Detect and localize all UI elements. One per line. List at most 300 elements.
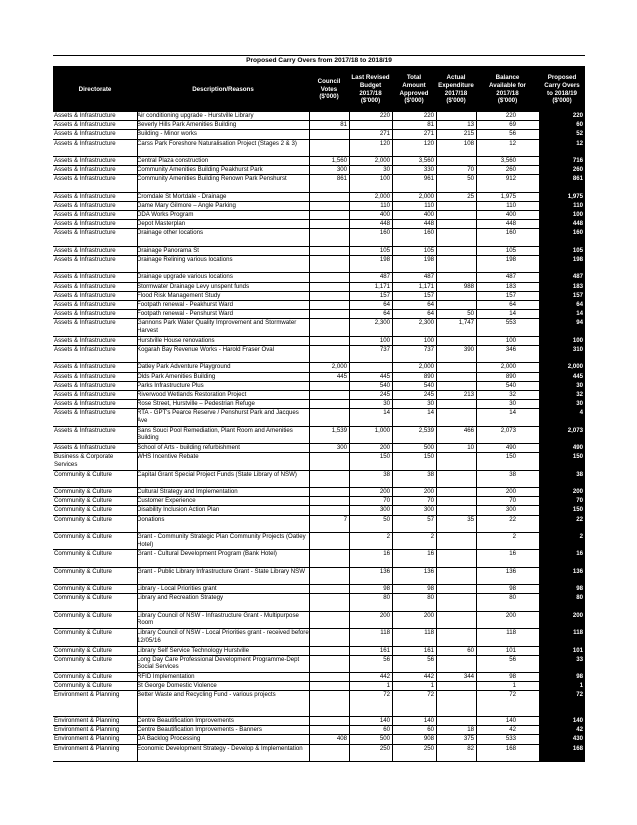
description-cell: Drainage Panorama St	[137, 246, 199, 254]
table-row	[53, 444, 585, 453]
balance-cell: 136	[505, 567, 516, 575]
balance-cell: 400	[505, 211, 516, 219]
total-approved-cell: 890	[423, 372, 434, 380]
table-row	[53, 166, 585, 175]
actual-expenditure-cell: 60	[467, 646, 474, 654]
column-divider	[392, 112, 393, 762]
actual-expenditure-cell: 13	[467, 121, 474, 129]
total-approved-cell: 14	[427, 409, 434, 417]
directorate-cell: Assets & Infrastructure	[54, 112, 116, 119]
proposed-carry-over-cell: 22	[576, 515, 583, 523]
total-approved-cell: 442	[423, 673, 434, 681]
directorate-cell: Assets & Infrastructure	[54, 363, 116, 371]
table-row	[53, 497, 585, 506]
revised-budget-cell: 60	[383, 726, 390, 734]
table-row	[53, 400, 585, 409]
description-cell: Long Day Care Professional Development Programme-Dept Social Services	[137, 655, 300, 671]
balance-cell: 2,000	[500, 363, 516, 371]
actual-expenditure-cell: 18	[467, 726, 474, 734]
directorate-cell: Environment & Planning	[54, 717, 120, 725]
total-approved-cell: 400	[423, 211, 434, 219]
council-votes-cell: 861	[336, 175, 347, 183]
proposed-carry-over-cell: 14	[576, 310, 583, 318]
revised-budget-cell: 1	[386, 682, 390, 690]
description-cell: Cultural Strategy and Implementation	[137, 488, 238, 496]
directorate-cell: Community & Culture	[54, 506, 112, 514]
table-row	[53, 409, 585, 426]
total-approved-cell: 150	[423, 453, 434, 461]
directorate-cell: Community & Culture	[54, 515, 112, 523]
proposed-carry-over-cell: 140	[572, 717, 583, 725]
revised-budget-cell: 448	[379, 220, 390, 228]
revised-budget-cell: 110	[380, 201, 390, 209]
total-approved-cell: 80	[427, 594, 434, 602]
balance-cell: 69	[509, 121, 516, 129]
balance-cell: 12	[509, 139, 516, 147]
directorate-cell: Assets & Infrastructure	[54, 372, 116, 380]
proposed-carry-over-cell: 445	[572, 372, 583, 380]
revised-budget-cell: 161	[379, 646, 390, 654]
total-approved-cell: 161	[423, 646, 434, 654]
description-cell: Depot Masterplan	[137, 220, 186, 228]
column-divider	[476, 112, 477, 762]
total-approved-cell: 60	[427, 726, 434, 734]
description-cell: Library Self Service Technology Hurstville	[137, 646, 249, 654]
table-row	[53, 202, 585, 211]
description-cell: Economic Development Strategy - Develop & Implementation	[137, 744, 303, 752]
table-row	[53, 656, 585, 673]
directorate-cell: Environment & Planning	[54, 735, 120, 743]
description-cell: Cromdale St Mortdale - Drainage	[137, 192, 227, 200]
actual-expenditure-cell: 50	[467, 310, 474, 318]
description-cell: RFID Implementation	[137, 673, 195, 681]
proposed-carry-over-cell: 487	[572, 273, 583, 281]
description-cell: Stormwater Drainage Levy unspent funds	[137, 282, 250, 290]
description-cell: Beverly Hills Park Amenities Building	[137, 121, 237, 129]
column-divider	[436, 112, 437, 762]
table-row	[53, 211, 585, 220]
description-cell: Oatley Park Adventure Playground	[137, 363, 231, 371]
header-actual-expenditure: Actual Expenditure 2017/18 ($'000)	[438, 74, 474, 105]
directorate-cell: Assets & Infrastructure	[54, 273, 116, 281]
description-cell: Drainage other locations	[137, 229, 204, 237]
actual-expenditure-cell: 375	[463, 735, 474, 743]
revised-budget-cell: 56	[383, 655, 390, 663]
table-row	[53, 691, 585, 717]
total-approved-cell: 2,539	[418, 426, 434, 434]
description-cell: DDA Works Program	[137, 211, 194, 219]
revised-budget-cell: 198	[379, 256, 390, 264]
table-row	[53, 488, 585, 497]
table-row	[53, 745, 585, 762]
proposed-carry-over-cell: 98	[576, 585, 583, 593]
balance-cell: 118	[506, 629, 516, 637]
total-approved-cell: 540	[423, 381, 434, 389]
description-cell: Community Amenities Building Renown Park Penshurst	[137, 175, 287, 183]
balance-cell: 912	[505, 175, 516, 183]
balance-cell: 30	[509, 400, 516, 408]
table-row	[53, 453, 585, 470]
balance-cell: 38	[509, 470, 516, 478]
actual-expenditure-cell: 70	[467, 166, 474, 174]
directorate-cell: Community & Culture	[54, 646, 112, 654]
table-row	[53, 471, 585, 488]
description-cell: Library Council of NSW - Local Priorities grant - received before 12/05/16	[137, 629, 309, 644]
revised-budget-cell: 150	[379, 453, 390, 461]
proposed-carry-over-cell: 101	[572, 646, 583, 654]
description-cell: Centre Beautification Improvements	[137, 717, 234, 725]
proposed-carry-over-cell: 12	[576, 139, 583, 147]
table-row	[53, 346, 585, 363]
table-row	[53, 310, 585, 319]
actual-expenditure-cell: 25	[467, 192, 474, 200]
actual-expenditure-cell: 1,747	[458, 319, 474, 327]
council-votes-cell: 7	[343, 515, 347, 523]
directorate-cell: Community & Culture	[54, 532, 112, 540]
total-approved-cell: 487	[423, 273, 434, 281]
revised-budget-cell: 200	[379, 444, 390, 452]
revised-budget-cell: 16	[383, 550, 390, 558]
column-divider	[137, 112, 138, 762]
total-approved-cell: 105	[423, 246, 434, 254]
actual-expenditure-cell: 988	[463, 282, 474, 290]
revised-budget-cell: 80	[383, 594, 390, 602]
table-row	[53, 682, 585, 691]
revised-budget-cell: 400	[379, 211, 390, 219]
proposed-carry-over-cell: 150	[572, 453, 583, 461]
directorate-cell: Assets & Infrastructure	[54, 291, 116, 299]
description-cell: DA Backlog Processing	[137, 735, 201, 743]
balance-cell: 160	[505, 229, 516, 237]
proposed-carry-over-cell: 52	[576, 130, 583, 138]
revised-budget-cell: 300	[379, 506, 390, 514]
balance-cell: 70	[509, 497, 516, 505]
revised-budget-cell: 30	[383, 166, 390, 174]
proposed-carry-over-cell: 70	[576, 497, 583, 505]
balance-cell: 220	[505, 112, 516, 119]
proposed-carry-over-cell: 716	[572, 156, 583, 164]
directorate-cell: Community & Culture	[54, 567, 112, 575]
description-cell: Footpath renewal - Penshurst Ward	[137, 310, 233, 318]
description-cell: Footpath renewal - Peakhurst Ward	[137, 301, 233, 308]
description-cell: Donations	[137, 515, 165, 523]
table-row	[53, 427, 585, 444]
description-cell: Drainage upgrade various locations	[137, 273, 233, 281]
description-cell: Capital Grant Special Project Funds (State Library of NSW)	[137, 470, 297, 478]
total-approved-cell: 2,300	[418, 319, 434, 327]
total-approved-cell: 64	[427, 301, 434, 308]
directorate-cell: Assets & Infrastructure	[54, 301, 116, 308]
balance-cell: 22	[509, 515, 516, 523]
revised-budget-cell: 118	[380, 629, 390, 637]
directorate-cell: Community & Culture	[54, 673, 112, 681]
revised-budget-cell: 98	[383, 585, 390, 593]
total-approved-cell: 2	[430, 532, 434, 540]
table-row	[53, 247, 585, 256]
table-row	[53, 533, 585, 550]
total-approved-cell: 250	[423, 744, 434, 752]
total-approved-cell: 64	[427, 310, 434, 318]
proposed-carry-over-cell: 2,000	[567, 363, 583, 371]
balance-cell: 105	[505, 246, 516, 254]
directorate-cell: Assets & Infrastructure	[54, 426, 116, 434]
council-votes-cell: 1,560	[331, 156, 347, 164]
description-cell: Rose Street, Hurstville – Pedestrian Refuge	[137, 400, 255, 408]
council-votes-cell: 300	[336, 166, 347, 174]
revised-budget-cell: 245	[379, 390, 390, 398]
revised-budget-cell: 105	[379, 246, 390, 254]
total-approved-cell: 1,171	[418, 282, 434, 290]
header-council-votes: Council Votes ($'000)	[317, 78, 341, 101]
directorate-cell: Assets & Infrastructure	[54, 139, 116, 147]
proposed-carry-over-cell: 168	[572, 744, 583, 752]
description-cell: Customer Experience	[137, 497, 196, 505]
table-row	[53, 193, 585, 202]
balance-cell: 260	[505, 166, 516, 174]
revised-budget-cell: 160	[379, 229, 390, 237]
proposed-carry-over-cell: 80	[576, 594, 583, 602]
directorate-cell: Environment & Planning	[54, 726, 120, 734]
proposed-carry-over-cell: 136	[572, 567, 583, 575]
table-row	[53, 506, 585, 515]
description-cell: Parks Infrastructure Plus	[137, 381, 204, 389]
revised-budget-cell: 2,300	[374, 319, 390, 327]
directorate-cell: Assets & Infrastructure	[54, 319, 116, 327]
table-row	[53, 673, 585, 682]
description-cell: Riverwood Wetlands Restoration Project	[137, 390, 247, 398]
balance-cell: 200	[505, 488, 516, 496]
balance-cell: 1,975	[500, 192, 516, 200]
proposed-carry-over-cell: 110	[573, 201, 583, 209]
actual-expenditure-cell: 344	[463, 673, 474, 681]
directorate-cell: Community & Culture	[54, 629, 112, 637]
balance-cell: 56	[509, 655, 516, 663]
table-row	[53, 292, 585, 301]
table-title: Proposed Carry Overs from 2017/18 to 2018/19	[53, 55, 585, 67]
proposed-carry-over-cell: 32	[576, 390, 583, 398]
actual-expenditure-cell: 82	[467, 744, 474, 752]
directorate-cell: Assets & Infrastructure	[54, 211, 116, 219]
revised-budget-cell: 271	[379, 130, 390, 138]
total-approved-cell: 200	[423, 611, 434, 619]
balance-cell: 64	[509, 301, 516, 308]
total-approved-cell: 200	[423, 488, 434, 496]
proposed-carry-over-cell: 64	[576, 301, 583, 308]
description-cell: Library - Local Priorities grant	[137, 585, 217, 593]
description-cell: Air conditioning upgrade - Hurstville Library	[137, 112, 254, 119]
description-cell: Library Council of NSW - Infrastructure Grant - Multipurpose Room	[137, 611, 299, 627]
revised-budget-cell: 120	[379, 139, 390, 147]
table-row	[53, 391, 585, 400]
proposed-carry-over-cell: 72	[576, 691, 583, 699]
revised-budget-cell: 64	[383, 310, 390, 318]
table-row	[53, 585, 585, 594]
balance-cell: 200	[505, 611, 516, 619]
column-divider	[309, 112, 310, 762]
revised-budget-cell: 38	[383, 470, 390, 478]
directorate-cell: Assets & Infrastructure	[54, 390, 116, 398]
revised-budget-cell: 200	[379, 611, 390, 619]
total-approved-cell: 81	[427, 121, 434, 129]
proposed-carry-over-cell: 33	[576, 655, 583, 663]
balance-cell: 533	[505, 735, 516, 743]
total-approved-cell: 737	[423, 345, 434, 353]
total-approved-cell: 961	[423, 175, 434, 183]
directorate-cell: Assets & Infrastructure	[54, 381, 116, 389]
table-row	[53, 363, 585, 372]
total-approved-cell: 2,000	[418, 363, 434, 371]
proposed-carry-over-cell: 118	[573, 629, 583, 637]
column-divider	[349, 112, 350, 762]
balance-cell: 890	[505, 372, 516, 380]
proposed-carry-over-cell: 38	[576, 470, 583, 478]
directorate-cell: Assets & Infrastructure	[54, 246, 116, 254]
balance-cell: 2,073	[500, 426, 516, 434]
balance-cell: 80	[509, 594, 516, 602]
revised-budget-cell: 445	[379, 372, 390, 380]
table-row	[53, 256, 585, 273]
total-approved-cell: 140	[423, 717, 434, 725]
directorate-cell: Assets & Infrastructure	[54, 192, 116, 200]
directorate-cell: Community & Culture	[54, 497, 112, 505]
balance-cell: 98	[509, 673, 516, 681]
balance-cell: 140	[505, 717, 516, 725]
total-approved-cell: 56	[427, 655, 434, 663]
balance-cell: 168	[505, 744, 516, 752]
directorate-cell: Assets & Infrastructure	[54, 156, 116, 164]
description-cell: Community Amenities Building Peakhurst Park	[137, 166, 263, 174]
total-approved-cell: 118	[424, 629, 434, 637]
table-row	[53, 229, 585, 246]
table-row	[53, 717, 585, 726]
council-votes-cell: 1,539	[331, 426, 347, 434]
table-row	[53, 130, 585, 139]
header-balance: Balance Available for 2017/18 ($'000)	[489, 74, 526, 105]
table-row	[53, 735, 585, 744]
table-row	[53, 140, 585, 157]
balance-cell: 198	[505, 256, 516, 264]
total-approved-cell: 72	[427, 691, 434, 699]
balance-cell: 14	[509, 409, 516, 417]
balance-cell: 101	[505, 646, 516, 654]
proposed-carry-over-cell: 198	[572, 256, 583, 264]
table-row	[53, 112, 585, 121]
balance-cell: 540	[505, 381, 516, 389]
proposed-carry-over-cell: 200	[572, 488, 583, 496]
revised-budget-cell: 140	[379, 717, 390, 725]
total-approved-cell: 198	[423, 256, 434, 264]
actual-expenditure-cell: 10	[467, 444, 474, 452]
proposed-carry-over-cell: 4	[579, 409, 583, 417]
directorate-cell: Assets & Infrastructure	[54, 400, 116, 408]
balance-cell: 2	[512, 532, 516, 540]
balance-cell: 487	[505, 273, 516, 281]
proposed-carry-over-cell: 2,073	[567, 426, 583, 434]
description-cell: Carss Park Foreshore Naturalisation Project (Stages 2 & 3)	[137, 139, 297, 147]
directorate-cell: Community & Culture	[54, 682, 112, 690]
table-row	[53, 157, 585, 166]
directorate-cell: Environment & Planning	[54, 691, 120, 699]
revised-budget-cell: 200	[379, 488, 390, 496]
revised-budget-cell: 100	[379, 175, 390, 183]
revised-budget-cell: 72	[383, 691, 390, 699]
proposed-carry-over-cell: 200	[572, 611, 583, 619]
directorate-cell: Assets & Infrastructure	[54, 345, 116, 353]
balance-cell: 110	[506, 201, 516, 209]
directorate-cell: Assets & Infrastructure	[54, 409, 116, 417]
table-row	[53, 612, 585, 629]
table-header	[53, 67, 585, 112]
description-cell: Grant - Community Strategic Plan Community Projects (Oatley Hotel)	[137, 532, 306, 548]
proposed-carry-over-cell: 100	[572, 336, 583, 344]
proposed-carry-over-cell: 30	[576, 400, 583, 408]
total-approved-cell: 110	[424, 201, 434, 209]
proposed-carry-over-cell: 220	[572, 112, 583, 119]
revised-budget-cell: 220	[379, 112, 390, 119]
revised-budget-cell: 136	[379, 567, 390, 575]
balance-cell: 72	[509, 691, 516, 699]
table-row	[53, 283, 585, 292]
council-votes-cell: 408	[336, 735, 347, 743]
description-cell: Drainage Relining various locations	[137, 256, 233, 264]
description-cell: Building - Minor works	[137, 130, 197, 138]
actual-expenditure-cell: 213	[463, 390, 474, 398]
actual-expenditure-cell: 215	[463, 130, 474, 138]
balance-cell: 100	[505, 336, 516, 344]
total-approved-cell: 57	[427, 515, 434, 523]
balance-cell: 300	[505, 506, 516, 514]
proposed-carry-over-cell: 100	[572, 211, 583, 219]
description-cell: Library and Recreation Strategy	[137, 594, 224, 602]
directorate-cell: Assets & Infrastructure	[54, 229, 116, 237]
total-approved-cell: 98	[427, 585, 434, 593]
revised-budget-cell: 540	[379, 381, 390, 389]
revised-budget-cell: 2,000	[374, 156, 390, 164]
proposed-carry-over-cell: 430	[572, 735, 583, 743]
table-body	[53, 112, 585, 762]
proposed-carry-over-cell: 42	[576, 726, 583, 734]
description-cell: RTA - GPT's Pearce Reserve / Penshurst Park and Jacques Ave	[137, 409, 299, 424]
balance-cell: 3,560	[500, 156, 516, 164]
proposed-carry-over-cell: 94	[576, 319, 583, 327]
proposed-carry-over-cell: 105	[572, 246, 583, 254]
description-cell: Kogarah Bay Revenue Works - Harold Fraser Oval	[137, 345, 275, 353]
table-row	[53, 121, 585, 130]
table-row	[53, 516, 585, 533]
directorate-cell: Assets & Infrastructure	[54, 220, 116, 228]
council-votes-cell: 81	[340, 121, 347, 129]
description-cell: Better Waste and Recycling Fund - various projects	[137, 691, 276, 699]
actual-expenditure-cell: 466	[463, 426, 474, 434]
directorate-cell: Assets & Infrastructure	[54, 201, 116, 209]
table-row	[53, 175, 585, 192]
table-row	[53, 382, 585, 391]
revised-budget-cell: 442	[379, 673, 390, 681]
total-approved-cell: 38	[427, 470, 434, 478]
directorate-cell: Assets & Infrastructure	[54, 256, 116, 264]
total-approved-cell: 100	[423, 336, 434, 344]
description-cell: WHS Incentive Rebate	[137, 453, 199, 461]
directorate-cell: Community & Culture	[54, 550, 112, 558]
balance-cell: 56	[509, 130, 516, 138]
revised-budget-cell: 250	[379, 744, 390, 752]
total-approved-cell: 908	[423, 735, 434, 743]
proposed-carry-over-cell: 490	[572, 444, 583, 452]
proposed-carry-over-cell: 310	[572, 345, 583, 353]
proposed-carry-over-cell: 98	[576, 673, 583, 681]
total-approved-cell: 160	[423, 229, 434, 237]
directorate-cell: Assets & Infrastructure	[54, 336, 116, 344]
